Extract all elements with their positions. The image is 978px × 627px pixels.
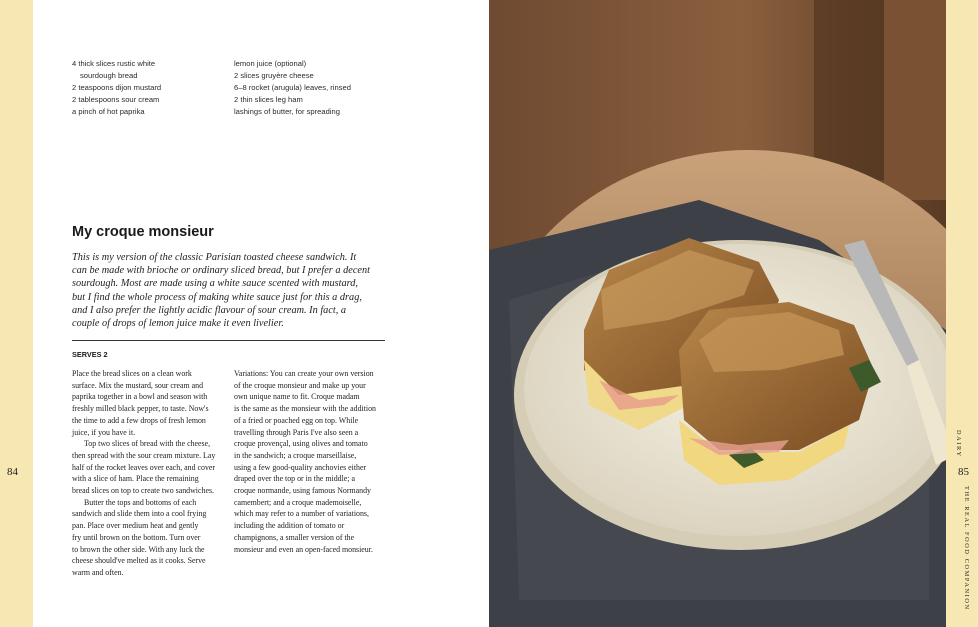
ingredient-item: lashings of butter, for spreading bbox=[234, 107, 340, 116]
ingredients-list-1 bbox=[72, 58, 222, 118]
method-line: monsieur and even an open-faced monsieur. bbox=[234, 544, 373, 554]
sandwich-photo bbox=[489, 0, 946, 627]
method-line: croque normande, using famous Normandy bbox=[234, 486, 371, 496]
method-line: Top two slices of bread with the cheese, bbox=[84, 439, 211, 449]
right-margin-band bbox=[946, 0, 978, 627]
method-line: of the croque monsieur and make up your bbox=[234, 380, 366, 390]
method-line: then spread with the sour cream mixture. Lay bbox=[72, 450, 216, 460]
ingredient-item: 2 tablespoons sour cream bbox=[72, 95, 160, 104]
method-line: pan. Place over medium heat and gently bbox=[72, 521, 199, 531]
serves-label: SERVES 2 bbox=[72, 350, 108, 359]
intro-line: sourdough. Most are made using a white sauce scented with mustard, bbox=[72, 278, 359, 290]
method-line: with a slice of ham. Place the remaining bbox=[72, 474, 199, 484]
ingredient-item: 2 thin slices leg ham bbox=[234, 95, 303, 104]
method-line: of a fried or poached egg on top. While bbox=[234, 415, 359, 425]
ingredient-item: lemon juice (optional) bbox=[234, 59, 307, 68]
method-line: is the same as the monsieur with the addition bbox=[234, 404, 377, 414]
page-number-left: 84 bbox=[7, 466, 18, 478]
sandwich-illustration bbox=[489, 0, 946, 627]
method-line: sandwich and slide them into a cool frying bbox=[72, 509, 207, 519]
method-line: which may refer to a number of variations, bbox=[234, 509, 369, 519]
recipe-title: My croque monsieur bbox=[72, 224, 214, 240]
method-line: bread slices on top to create two sandwiches. bbox=[72, 486, 214, 496]
running-head-section: DAIRY bbox=[955, 430, 962, 458]
method-line: Butter the tops and bottoms of each bbox=[84, 497, 197, 507]
method-line: using a few good-quality anchovies either bbox=[234, 462, 367, 472]
method-column-1 bbox=[72, 368, 228, 579]
method-line: cheese should've melted as it cooks. Serve bbox=[72, 556, 206, 566]
ingredient-item: 2 slices gruyère cheese bbox=[234, 71, 314, 80]
ingredient-item: 6–8 rocket (arugula) leaves, rinsed bbox=[234, 83, 351, 92]
method-line: own unique name to fit. Croque madam bbox=[234, 392, 360, 402]
intro-line: but I find the whole process of making white sauce just for this a drag, bbox=[72, 291, 362, 303]
intro-line: and I also prefer the lightly acidic flavour of sour cream. In fact, a bbox=[72, 304, 347, 316]
ingredient-item: 4 thick slices rustic white bbox=[72, 59, 156, 68]
method-line: warm and often. bbox=[72, 567, 124, 577]
ingredient-item: sourdough bread bbox=[80, 71, 138, 80]
running-head-book: THE REAL FOOD COMPANION bbox=[963, 486, 970, 611]
intro-line: can be made with brioche or ordinary sliced bread, but I prefer a decent bbox=[72, 265, 370, 277]
method-line: Variations: You can create your own version bbox=[234, 369, 374, 378]
divider-rule bbox=[72, 340, 385, 341]
method-line: the time to add a few drops of fresh lemon bbox=[72, 415, 206, 425]
method-line: travelling through Paris I've also seen a bbox=[234, 427, 359, 437]
ingredients-list-2 bbox=[234, 58, 404, 118]
method-line: fry until brown on the bottom. Turn over bbox=[72, 532, 201, 542]
method-line: freshly milled black pepper, to taste. Now's bbox=[72, 404, 209, 414]
ingredient-item: a pinch of hot paprika bbox=[72, 107, 145, 116]
intro-line: couple of drops of lemon juice make it even livelier. bbox=[72, 318, 284, 330]
method-line: surface. Mix the mustard, sour cream and bbox=[72, 380, 204, 390]
method-line: half of the rocket leaves over each, and cover bbox=[72, 462, 216, 472]
recipe-intro bbox=[72, 251, 390, 330]
intro-line: This is my version of the classic Parisian toasted cheese sandwich. It bbox=[72, 252, 357, 263]
method-line: champignons, a smaller version of the bbox=[234, 532, 355, 542]
method-line: juice, if you have it. bbox=[72, 427, 136, 437]
method-line: draped over the top or in the middle; a bbox=[234, 474, 355, 484]
method-line: including the addition of tomato or bbox=[234, 521, 345, 531]
method-line: in the sandwich; a croque marseillaise, bbox=[234, 450, 357, 460]
method-column-2 bbox=[234, 368, 392, 555]
method-line: to brown the other side. With any luck the bbox=[72, 544, 205, 554]
method-line: paprika together in a bowl and season with bbox=[72, 392, 208, 402]
ingredient-item: 2 teaspoons dijon mustard bbox=[72, 83, 162, 92]
method-line: Place the bread slices on a clean work bbox=[72, 369, 192, 378]
method-line: croque provençal, using olives and tomato bbox=[234, 439, 368, 449]
page-number-right: 85 bbox=[958, 466, 969, 478]
method-line: camembert; and a croque mademoiselle, bbox=[234, 497, 362, 507]
